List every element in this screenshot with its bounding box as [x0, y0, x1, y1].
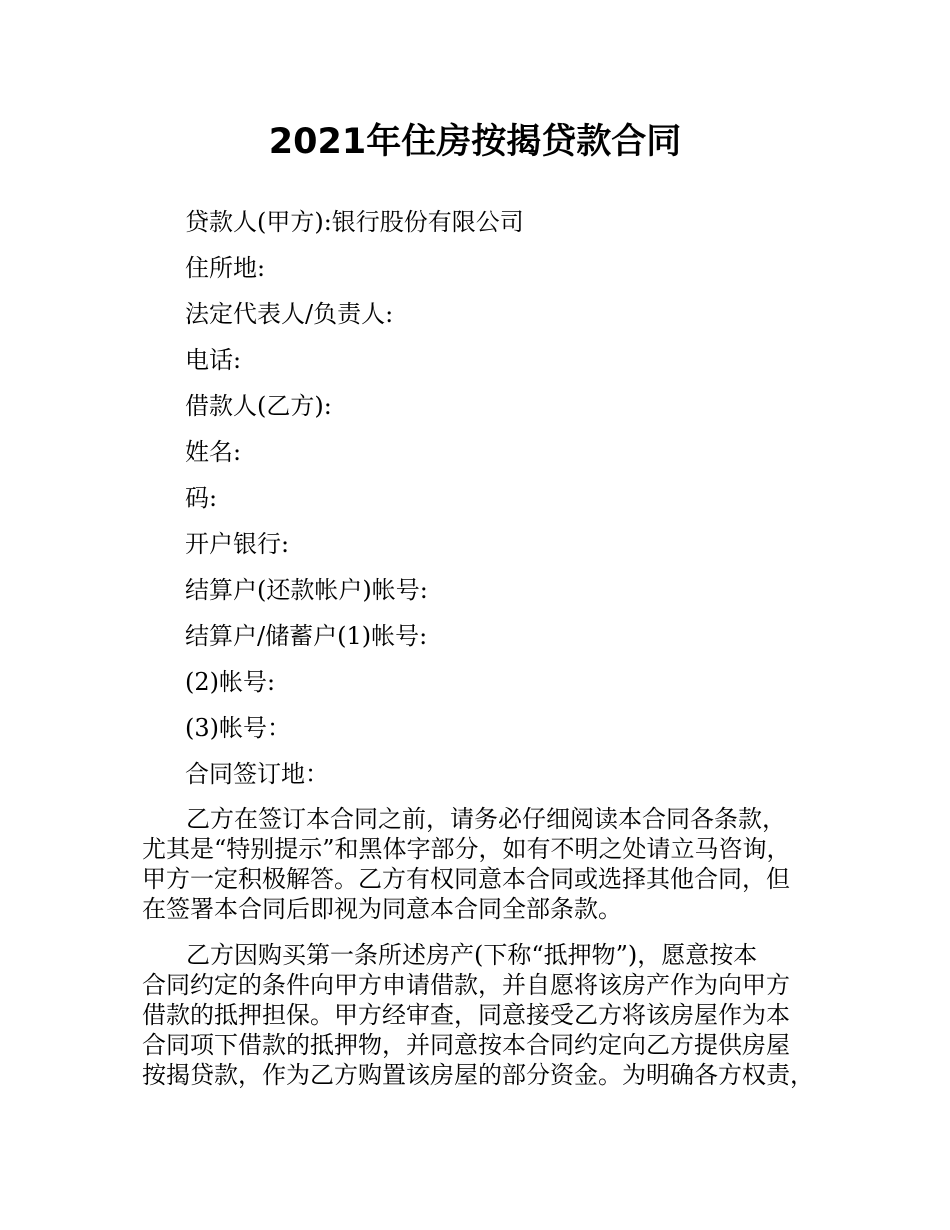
paragraph-line: 合同项下借款的抵押物，并同意按本合同约定向乙方提供房屋 — [142, 1031, 790, 1059]
paragraph-line: 按揭贷款，作为乙方购置该房屋的部分资金。为明确各方权责， — [142, 1061, 814, 1089]
field-name: 姓名: — [185, 438, 242, 466]
field-savings-account-1: 结算户/储蓄户(1)帐号: — [185, 622, 428, 650]
field-code: 码: — [185, 484, 218, 512]
paragraph-purpose — [142, 940, 828, 1090]
paragraph-line: 尤其是“特别提示”和黑体字部分，如有不明之处请立马咨询， — [142, 835, 791, 863]
field-lender: 贷款人(甲方):银行股份有限公司 — [185, 208, 524, 236]
paragraph-line: 合同约定的条件向甲方申请借款，并自愿将该房产作为向甲方 — [142, 971, 790, 999]
paragraph-line: 乙方因购买第一条所述房产(下称“抵押物”)，愿意按本 — [186, 941, 758, 969]
field-settlement-account: 结算户(还款帐户)帐号: — [185, 576, 428, 604]
paragraph-notice — [142, 804, 828, 924]
contract-body — [142, 804, 828, 1106]
paragraph-line: 甲方一定积极解答。乙方有权同意本合同或选择其他合同，但 — [142, 865, 790, 893]
field-address: 住所地: — [185, 254, 266, 282]
paragraph-line: 乙方在签订本合同之前，请务必仔细阅读本合同各条款， — [186, 805, 786, 833]
field-bank: 开户银行: — [185, 530, 290, 558]
field-account-3: (3)帐号： — [185, 714, 291, 742]
field-account-2: (2)帐号: — [185, 668, 276, 696]
field-borrower: 借款人(乙方): — [185, 392, 332, 420]
field-phone: 电话: — [185, 346, 242, 374]
field-signing-place: 合同签订地： — [185, 760, 329, 788]
paragraph-line: 借款的抵押担保。甲方经审查，同意接受乙方将该房屋作为本 — [142, 1001, 790, 1029]
party-info-fields — [185, 199, 825, 797]
field-legal-representative: 法定代表人/负责人: — [185, 300, 394, 328]
paragraph-line: 在签署本合同后即视为同意本合同全部条款。 — [142, 895, 622, 923]
document-title: 2021年住房按揭贷款合同 — [268, 122, 682, 162]
